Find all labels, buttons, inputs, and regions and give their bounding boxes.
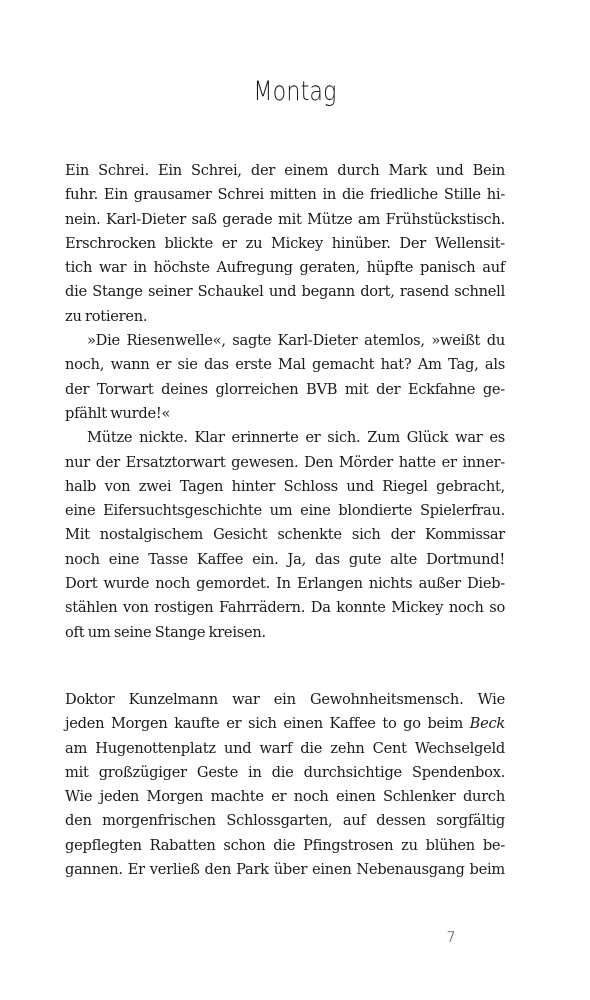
text-line: noch, wann er sie das erste Mal gemacht hat? Am Tag, als xyxy=(65,356,505,374)
page-number: 7 xyxy=(446,930,456,946)
text-line: der Torwart deines glorreichen BVB mit der Eckfahne ge- xyxy=(65,380,505,398)
text-line: halb von zwei Tagen hinter Schloss und Riegel gebracht, xyxy=(65,477,505,495)
text-line: die Stange seiner Schaukel und begann dort, rasend schnell xyxy=(65,283,505,301)
text-line: Erschrocken blickte er zu Mickey hinüber. Der Wellensit- xyxy=(65,234,505,252)
text-line: eine Eifersuchtsgeschichte um eine blondierte Spielerfrau. xyxy=(65,502,505,520)
text-line: mit großzügiger Geste in die durchsichtige Spendenbox. xyxy=(65,763,505,781)
text-line: pfählt wurde!« xyxy=(65,404,171,422)
text-line xyxy=(65,712,505,736)
text-line: noch eine Tasse Kaffee ein. Ja, das gute alte Dortmund! xyxy=(65,550,505,568)
text-line: nur der Ersatztorwart gewesen. Den Mörder hatte er inner- xyxy=(65,453,505,471)
text-line: nein. Karl-Dieter saß gerade mit Mütze am Frühstückstisch. xyxy=(65,210,505,228)
text-line: Dort wurde noch gemordet. In Erlangen nichts außer Dieb- xyxy=(65,575,505,593)
text-line: Doktor Kunzelmann war ein Gewohnheitsmensch. Wie xyxy=(65,691,505,708)
text-segment: jeden Morgen kaufte er sich einen Kaffee to go beim xyxy=(65,715,470,733)
text-line: stählen von rostigen Fahrrädern. Da konnte Mickey noch so xyxy=(65,599,505,617)
text-line: oft um seine Stange kreisen. xyxy=(65,623,266,641)
section-1-text xyxy=(65,159,505,645)
section-2-text xyxy=(65,688,505,882)
text-line: tich war in höchste Aufregung geraten, hüpfte panisch auf xyxy=(65,259,505,277)
chapter-title: Montag xyxy=(253,76,337,107)
text-line: den morgenfrischen Schlossgarten, auf dessen sorgfältig xyxy=(65,812,505,830)
text-line: gepflegten Rabatten schon die Pfingstrosen zu blühen be- xyxy=(65,836,505,854)
text-line: zu rotieren. xyxy=(65,307,148,325)
text-line: gannen. Er verließ den Park über einen Nebenausgang beim xyxy=(65,861,505,879)
text-line: am Hugenottenplatz und warf die zehn Cent Wechselgeld xyxy=(65,739,505,757)
text-line: Wie jeden Morgen machte er noch einen Schlenker durch xyxy=(65,788,505,806)
text-line: »Die Riesenwelle«, sagte Karl-Dieter atemlos, »weißt du xyxy=(87,332,505,350)
text-line: Mit nostalgischem Gesicht schenkte sich der Kommissar xyxy=(65,526,505,544)
bakery-name-italic: Beck xyxy=(469,715,505,733)
text-line: Ein Schrei. Ein Schrei, der einem durch Mark und Bein xyxy=(65,162,505,179)
text-line: Mütze nickte. Klar erinnerte er sich. Zum Glück war es xyxy=(87,429,505,447)
text-line: fuhr. Ein grausamer Schrei mitten in die friedliche Stille hi- xyxy=(65,186,505,204)
